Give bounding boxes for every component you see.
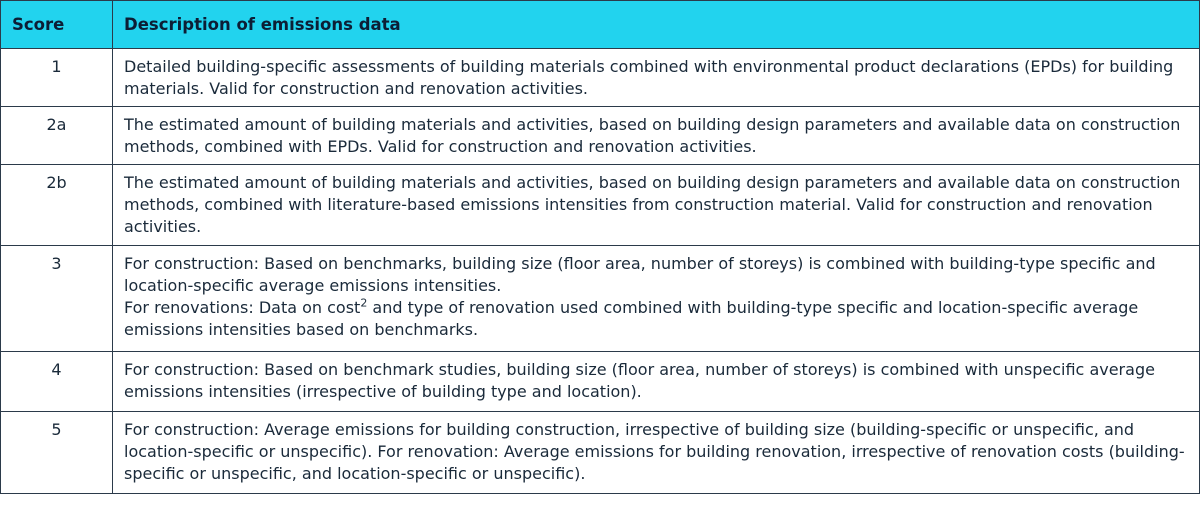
table-row xyxy=(1,107,1200,165)
renovation-text-start: For renovations: Data on cost xyxy=(124,298,361,317)
description-cell xyxy=(113,246,1200,352)
header-row xyxy=(1,1,1200,49)
description-cell: For construction: Average emissions for building construction, irrespective of building size (building-specific or unspecific, and location-specific or unspecific). For renovation: Average emissions for building renovation, irrespective of renovation costs (building-specific or unspecific, and location-specific or unspecific). xyxy=(113,412,1200,494)
description-cell: The estimated amount of building materials and activities, based on building design parameters and available data on construction methods, combined with literature-based emissions intensities from construction material. Valid for construction and renovation activities. xyxy=(113,165,1200,246)
table-row xyxy=(1,352,1200,412)
table-row xyxy=(1,49,1200,107)
description-cell: The estimated amount of building materials and activities, based on building design parameters and available data on construction methods, combined with EPDs. Valid for construction and renovation activities. xyxy=(113,107,1200,165)
footnote-marker[interactable]: 2 xyxy=(360,296,368,310)
score-cell: 3 xyxy=(1,246,113,352)
score-cell: 2b xyxy=(1,165,113,246)
score-cell: 4 xyxy=(1,352,113,412)
description-column-header: Description of emissions data xyxy=(113,1,1200,49)
score-column-header: Score xyxy=(1,1,113,49)
description-cell: Detailed building-specific assessments of building materials combined with environmental product declarations (EPDs) for building materials. Valid for construction and renovation activities. xyxy=(113,49,1200,107)
description-cell: For construction: Based on benchmark studies, building size (floor area, number of storeys) is combined with unspecific average emissions intensities (irrespective of building type and location). xyxy=(113,352,1200,412)
table-row xyxy=(1,246,1200,352)
table-header xyxy=(1,1,1200,49)
table-row xyxy=(1,412,1200,494)
score-cell: 2a xyxy=(1,107,113,165)
score-cell: 5 xyxy=(1,412,113,494)
renovation-text-end: and type of renovation used combined with building-type specific and location-specific average emissions intensities based on benchmarks. xyxy=(124,298,1139,339)
table-row xyxy=(1,165,1200,246)
construction-description: For construction: Based on benchmarks, building size (floor area, number of storeys) is combined with building-type specific and location-specific average emissions intensities. xyxy=(124,254,1156,295)
renovation-description xyxy=(124,297,1189,341)
table-body xyxy=(1,49,1200,494)
score-cell: 1 xyxy=(1,49,113,107)
